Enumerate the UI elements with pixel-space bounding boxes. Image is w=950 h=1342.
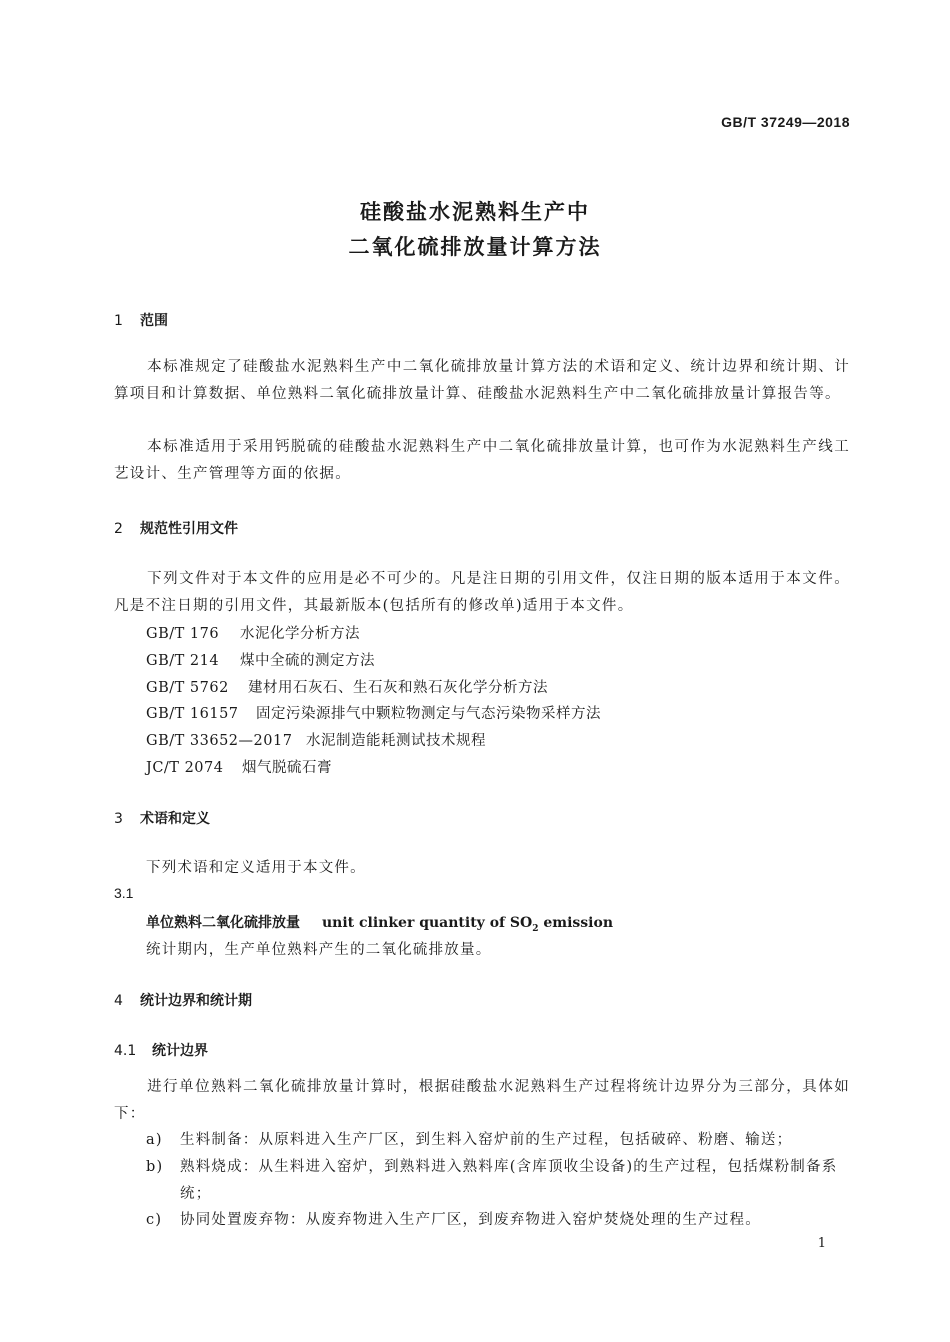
section-title: 规范性引用文件: [140, 521, 238, 537]
reference-title: 煤中全硫的测定方法: [240, 653, 375, 669]
section-title: 术语和定义: [140, 811, 210, 827]
list-marker: a): [146, 1132, 163, 1148]
list-item: [146, 1154, 850, 1208]
reference-item: [146, 702, 601, 723]
term-heading: [146, 912, 613, 934]
reference-title: 建材用石灰石、生石灰和熟石灰化学分析方法: [248, 680, 548, 696]
section-3-intro: 下列术语和定义适用于本文件。: [146, 860, 366, 876]
list-item: [146, 1127, 850, 1154]
list-text: 熟料烧成：从生料进入窑炉，到熟料进入熟料库(含库顶收尘设备)的生产过程，包括煤粉制备系统；: [180, 1159, 838, 1202]
term-number: 3.1: [114, 885, 134, 901]
reference-item: [146, 622, 360, 643]
section-number: 4: [114, 993, 123, 1009]
reference-title: 水泥化学分析方法: [240, 626, 360, 642]
reference-code: JC/T 2074: [146, 760, 224, 776]
term-chinese: 单位熟料二氧化硫排放量: [146, 915, 300, 931]
list-text: 生料制备：从原料进入生产厂区，到生料入窑炉前的生产过程，包括破碎、粉磨、输送；: [180, 1132, 793, 1148]
list-text: 协同处置废弃物：从废弃物进入生产厂区，到废弃物进入窑炉焚烧处理的生产过程。: [180, 1212, 761, 1228]
reference-item: [146, 756, 332, 777]
paragraph-text: 下列文件对于本文件的应用是必不可少的。凡是注日期的引用文件，仅注日期的版本适用于本文件。凡是不注日期的引用文件，其最新版本(包括所有的修改单)适用于本文件。: [114, 571, 850, 614]
subsection-title: 统计边界: [152, 1043, 208, 1059]
document-title-line-2: 二氧化硫排放量计算方法: [348, 235, 602, 259]
section-title: 统计边界和统计期: [140, 993, 252, 1009]
section-number: 1: [114, 313, 123, 329]
section-2-heading: [114, 518, 238, 538]
term-english: unit clinker quantity of $SO_2$ emission: [322, 915, 614, 934]
reference-title: 固定污染源排气中颗粒物测定与气态污染物采样方法: [256, 706, 601, 722]
paragraph-text: 本标准规定了硅酸盐水泥熟料生产中二氧化硫排放量计算方法的术语和定义、统计边界和统计期、计算项目和计算数据、单位熟料二氧化硫排放量计算、硅酸盐水泥熟料生产中二氧化硫排放量计算报告等。: [114, 359, 850, 402]
section-2-intro: [114, 566, 850, 619]
reference-title: 烟气脱硫石膏: [242, 760, 332, 776]
document-title-line-1: 硅酸盐水泥熟料生产中: [360, 200, 590, 224]
reference-code: GB/T 33652—2017: [146, 733, 293, 749]
paragraph-text: 进行单位熟料二氧化硫排放量计算时，根据硅酸盐水泥熟料生产过程将统计边界分为三部分，具体如下：: [114, 1079, 850, 1122]
standard-code: GB/T 37249—2018: [721, 114, 850, 130]
reference-code: GB/T 5762: [146, 680, 229, 696]
subsection-4-1-heading: [114, 1040, 208, 1060]
reference-code: GB/T 16157: [146, 706, 239, 722]
list-marker: b): [146, 1159, 164, 1175]
list-marker: c): [146, 1212, 163, 1228]
section-number: 3: [114, 811, 123, 827]
reference-item: [146, 649, 375, 670]
page-number: 1: [817, 1236, 826, 1251]
section-1-heading: [114, 310, 168, 330]
section-number: 2: [114, 521, 123, 537]
section-1-paragraph-2: [114, 434, 850, 487]
list-item: [146, 1207, 850, 1234]
section-title: 范围: [140, 313, 168, 329]
paragraph-text: 本标准适用于采用钙脱硫的硅酸盐水泥熟料生产中二氧化硫排放量计算，也可作为水泥熟料生产线工艺设计、生产管理等方面的依据。: [114, 439, 850, 482]
reference-item: [146, 729, 486, 750]
reference-title: 水泥制造能耗测试技术规程: [306, 733, 486, 749]
reference-item: [146, 676, 548, 697]
section-4-intro: [114, 1074, 850, 1127]
reference-code: GB/T 214: [146, 653, 220, 669]
reference-code: GB/T 176: [146, 626, 220, 642]
section-4-heading: [114, 990, 252, 1010]
subsection-number: 4.1: [114, 1043, 137, 1059]
section-1-paragraph-1: [114, 354, 850, 407]
term-definition: 统计期内，生产单位熟料产生的二氧化硫排放量。: [146, 942, 492, 958]
section-3-heading: [114, 808, 210, 828]
